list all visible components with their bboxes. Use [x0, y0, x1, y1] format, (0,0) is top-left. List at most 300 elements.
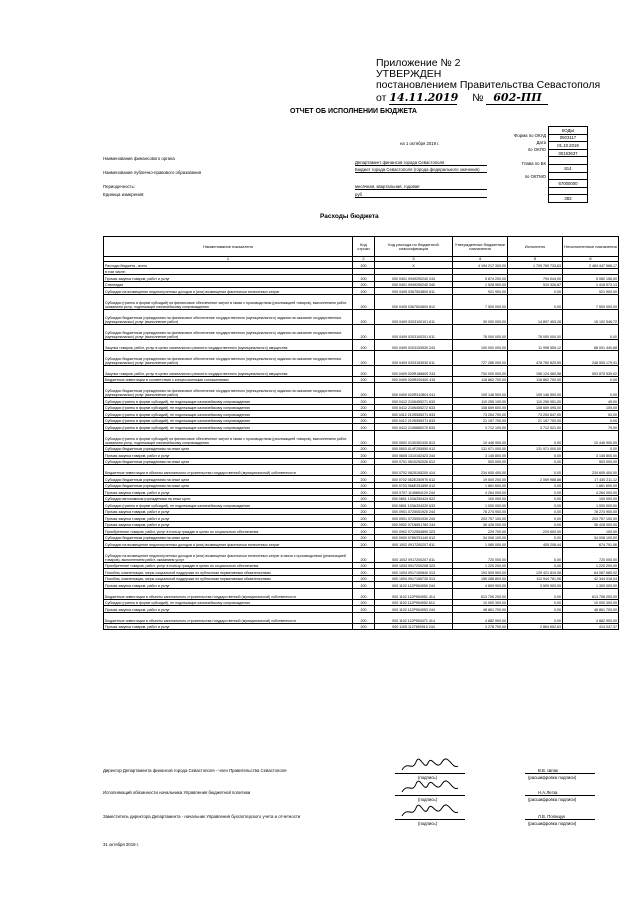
cell-name: Прочая закупка товаров, работ и услуг — [104, 515, 353, 522]
cell-kbk: 000 1002 0917200207 811 — [375, 547, 453, 562]
cell-code: 200 — [353, 281, 375, 288]
cell-plan: 613 706 200,00 — [453, 588, 508, 599]
cell-code: 200 — [353, 452, 375, 459]
cell-code: 200 — [353, 489, 375, 496]
cell-kbk: 000 0707 1145854120 244 — [375, 489, 453, 496]
cell-name: Субсидии автономным учреждениям на иные цели — [104, 495, 353, 502]
cell-name: Субсидии бюджетным учреждениям на иные цели — [104, 445, 353, 452]
signature-caption: (подпись) — [418, 775, 438, 780]
cell-code: 200 — [353, 350, 375, 365]
cell-code: 200 — [353, 508, 375, 515]
name-caption: (расшифровка подписи) — [528, 797, 577, 802]
cell-code: 200 — [353, 528, 375, 535]
cell-name: Субсидии бюджетным учреждениям на финансовое обеспечение государственного (муниципального) задания на оказание государственных (муниципальных) услуг (выполнение работ) — [104, 324, 353, 339]
decree-label: постановлением Правительства Севастополя — [376, 79, 601, 91]
cell-plan: 118 862 700,00 — [453, 376, 508, 383]
cell-kbk: 000 0909 076N751140 612 — [375, 534, 453, 541]
cell-plan: 21 157 700,00 — [453, 417, 508, 424]
cell-done: 0,00 — [508, 606, 563, 613]
handwritten-signature — [400, 758, 460, 774]
cell-code: 200 — [353, 411, 375, 418]
cell-name: Пособия, компенсации, меры социальной поддержки по публичным нормативным обязательствам — [104, 575, 353, 582]
table-row — [104, 476, 619, 483]
cell-kbk: 000 1102 112P554953 244 — [375, 606, 453, 613]
cell-rest: 53,00 — [563, 411, 619, 418]
cell-code: 200 — [353, 575, 375, 582]
cell-name: Приобретение товаров, работ, услуг в пользу граждан в целях их социального обеспечения — [104, 528, 353, 535]
cell-plan: 720 000,00 — [453, 547, 508, 562]
name-caption: (расшифровка подписи) — [528, 775, 577, 780]
cell-code: 200 — [353, 502, 375, 509]
cell-kbk: 000 1003 0917200208 323 — [375, 562, 453, 569]
signer-name: Л.В. Полищук — [538, 813, 566, 819]
cell-rest: 17 430 211,12 — [563, 476, 619, 483]
cell-done: 112 944 781,96 — [508, 575, 563, 582]
cell-name: Бюджетные инвестиции в объекты капитального строительства государственной (муниципальной) собственности — [104, 465, 353, 476]
signer-role: Исполняющий обязанности начальника Управления бюджетной политики — [103, 790, 251, 795]
cell-done: 109 146 500,00 — [508, 383, 563, 398]
cell-kbk: 000 1004 0917150840 313 — [375, 569, 453, 576]
cell-plan: 155 288 800,00 — [453, 575, 508, 582]
cell-code: 200 — [353, 365, 375, 376]
cell-name: Субсидии на возмещение недополученных доходов и (или) возмещение фактически понесенных затрат — [104, 288, 353, 295]
cell-done: 21 157 700,00 — [508, 417, 563, 424]
cell-code: 200 — [353, 582, 375, 589]
meta-unit-value: руб — [355, 192, 487, 198]
header-approved: Утвержденные бюджетные назначения — [453, 237, 508, 257]
cell-kbk: 000 1102 112P554951 414 — [375, 588, 453, 599]
cell-name: Прочая закупка товаров, работ и услуг — [104, 521, 353, 528]
cell-code: 200 — [353, 294, 375, 309]
codes-labels: Форма по ОКУД Дата по ОКПО Глава по БК по ОКТМО — [514, 133, 546, 180]
cell-plan: 4 809 900,00 — [453, 582, 508, 589]
header-line-code: Код строки — [353, 237, 375, 257]
cell-rest: 1 000 000,00 — [563, 502, 619, 509]
cell-rest: 34 008 100,00 — [563, 534, 619, 541]
signature-line — [395, 819, 465, 820]
cell-done: 108 659 495,00 — [508, 404, 563, 411]
cell-rest: 613 706 200,00 — [563, 588, 619, 599]
cell-code: 200 — [353, 569, 375, 576]
cell-kbk: 000 0409 020R310801 611 — [375, 383, 453, 398]
cell-kbk: 000 0409 020R186600 243 — [375, 365, 453, 376]
cell-done: 118 862 700,00 — [508, 376, 563, 383]
table-row — [104, 588, 619, 599]
table-row — [104, 376, 619, 383]
cell-plan: 727 286 000,00 — [453, 350, 508, 365]
cell-rest: 100 000,00 — [563, 495, 619, 502]
cell-kbk: 000 0701 0610252026 612 — [375, 458, 453, 465]
cell-name: Прочая закупка товаров, работ и услуг — [104, 508, 353, 515]
cell-done: 14 897 453,28 — [508, 309, 563, 324]
cell-code: 200 — [353, 599, 375, 606]
cell-done: 0,00 — [508, 521, 563, 528]
cell-done: 11 998 559,12 — [508, 339, 563, 350]
cell-kbk: 000 0412 210S555271 633 — [375, 411, 453, 418]
cell-rest: 248 505 179,41 — [563, 350, 619, 365]
cell-kbk: 000 0702 0625155200 414 — [375, 465, 453, 476]
cell-code: 200 — [353, 383, 375, 398]
cell-plan: 193 509 500,00 — [453, 569, 508, 576]
codes-header: КОДЫ — [549, 127, 588, 135]
cell-kbk: 000 0502 0130352430 813 — [375, 430, 453, 445]
cell-done: 0,00 — [508, 452, 563, 459]
cell-done: 0,00 — [508, 562, 563, 569]
cell-plan: 4 194 217 300,00 — [453, 262, 508, 269]
cell-name: Субсидии (гранты в форме субсидий) на финансовое обеспечение затрат в связи с производством (реализацией товаров), выполнением работ, оказанием услуг, подлежащие казначейскому сопровождению — [104, 294, 353, 309]
cell-done: 0,00 — [508, 495, 563, 502]
cell-code: 200 — [353, 376, 375, 383]
cell-name: Прочая закупка товаров, работ и услуг — [104, 582, 353, 589]
cell-plan: 203 757 100,00 — [453, 515, 508, 522]
cell-name: Субсидии бюджетным учреждениям на финансовое обеспечение государственного (муниципального) задания на оказание государственных (муниципальных) услуг (выполнение работ) — [104, 383, 353, 398]
cell-rest: 4 264 000,00 — [563, 489, 619, 496]
cell-done: 0,00 — [508, 502, 563, 509]
cell-code: 200 — [353, 606, 375, 613]
cell-plan: 3 145 800,00 — [453, 452, 508, 459]
meta-periodicity-label: Периодичность: — [103, 184, 136, 189]
meta-unit-label: Единица измерения: — [103, 192, 145, 197]
cell-plan: 1 000 000,00 — [453, 502, 508, 509]
cell-rest: 15 102 546,72 — [563, 309, 619, 324]
signature-line — [395, 795, 465, 796]
cell-name: Субсидии (гранты в форме субсидий), не подлежащие казначейскому сопровождению — [104, 398, 353, 405]
cell-plan: 36 428 000,00 — [453, 521, 508, 528]
cell-done: 78 000 000,00 — [508, 324, 563, 339]
cell-plan: 1 080 000,00 — [453, 541, 508, 548]
cell-plan: 131 971 000,00 — [453, 445, 508, 452]
cell-kbk: 000 1002 0917200207 811 — [375, 541, 453, 548]
cell-plan: 7 500 000,00 — [453, 294, 508, 309]
cell-name: Субсидии бюджетным учреждениям на иные цели — [104, 482, 353, 489]
cell-name: Прочая закупка товаров, работ и услуг — [104, 275, 353, 282]
cell-rest: 0,00 — [563, 324, 619, 339]
table-row — [104, 417, 619, 424]
cell-code: 200 — [353, 404, 375, 411]
cell-kbk: 000 1004 0917155730 313 — [375, 575, 453, 582]
cell-kbk: 000 0703 066E251690 612 — [375, 482, 453, 489]
cell-code: 200 — [353, 458, 375, 465]
cell-kbk: 000 0409 0203153930 611 — [375, 350, 453, 365]
report-date: на 1 октября 2019 г. — [400, 141, 440, 146]
cell-done: 0,00 — [508, 599, 563, 606]
signer-name: В.В. Шпак — [538, 767, 558, 773]
cell-kbk: 000 0405 0367504800 812 — [375, 294, 453, 309]
cell-plan: 100 000 000,00 — [453, 339, 508, 350]
meta-financial-organ-value: Департамент финансов города Севастополя — [355, 160, 487, 166]
cell-name: Субсидии на возмещение недополученных доходов и (или) возмещение фактически понесенных затрат в связи с производством (реализацией товаров), выполнением работ, оказанием услуг — [104, 547, 353, 562]
cell-name: Расходы бюджета - всего — [104, 262, 353, 269]
cell-name: Субсидии бюджетным учреждениям на финансовое обеспечение государственного (муниципального) задания на оказание государственных (муниципальных) услуг (выполнение работ) — [104, 350, 353, 365]
cell-kbk: 000 0901 0725051930 244 — [375, 515, 453, 522]
cell-kbk: 000 0409 020R200400 415 — [375, 376, 453, 383]
cell-plan: 1 928 900,00 — [453, 281, 508, 288]
cell-done: 0,00 — [508, 465, 563, 476]
signature-caption: (подпись) — [418, 821, 438, 826]
cell-code: 200 — [353, 521, 375, 528]
header-executed: Исполнено — [508, 237, 563, 257]
cell-plan: 19 500 200,00 — [453, 476, 508, 483]
cell-kbk: 000 0412 210S555271 633 — [375, 417, 453, 424]
cell-name: Субсидии (гранты в форме субсидий), не подлежащие казначейскому сопровождению — [104, 404, 353, 411]
cell-code: 200 — [353, 515, 375, 522]
signature-line — [395, 773, 465, 774]
cell-done: 2 069 988,88 — [508, 476, 563, 483]
cell-rest: 10 446 900,00 — [563, 430, 619, 445]
cell-code: 200 — [353, 309, 375, 324]
cell-name: Субсидии (гранты в форме субсидий), не подлежащие казначейскому сопровождению — [104, 424, 353, 431]
table-row — [104, 623, 619, 630]
name-line — [525, 795, 595, 796]
cell-kbk: 000 1105 1127650910 244 — [375, 623, 453, 630]
cell-rest: 1 418 573,13 — [563, 281, 619, 288]
cell-plan: 78 000 000,00 — [453, 324, 508, 339]
handwritten-signature — [400, 780, 460, 796]
cell-rest: 1 220 200,00 — [563, 562, 619, 569]
appendix-label: Приложение № 2 — [376, 57, 461, 69]
cell-rest: 414 047,37 — [563, 623, 619, 630]
cell-done: 3 509 900,00 — [508, 582, 563, 589]
cell-code: 200 — [353, 465, 375, 476]
cell-code: 200 — [353, 541, 375, 548]
table-row — [104, 324, 619, 339]
cell-kbk: 000 0409 0203100201 611 — [375, 324, 453, 339]
cell-done: 405 208,44 — [508, 541, 563, 548]
cell-kbk: 000 0901 0725051920 244 — [375, 508, 453, 515]
table-row — [104, 309, 619, 324]
cell-done: 478 780 820,59 — [508, 350, 563, 365]
cell-rest: 3 145 800,00 — [563, 452, 619, 459]
cell-rest: 0,00 — [563, 383, 619, 398]
cell-code: 200 — [353, 262, 375, 269]
cell-done: 229 600,00 — [508, 528, 563, 535]
cell-kbk: 000 0412 2106455272 633 — [375, 404, 453, 411]
cell-code: 200 — [353, 424, 375, 431]
cell-code: 200 — [353, 445, 375, 452]
cell-code: 200 — [353, 534, 375, 541]
cell-kbk: 000 0902 071N651760 244 — [375, 521, 453, 528]
cell-name: Пособия, компенсации, меры социальной поддержки по публичным нормативным обязательствам — [104, 569, 353, 576]
cell-rest: 0,00 — [563, 417, 619, 424]
cell-rest: 720 000,00 — [563, 547, 619, 562]
cell-plan: 73 254 700,00 — [453, 411, 508, 418]
cell-kbk: 000 0409 0203100101 611 — [375, 309, 453, 324]
section-title: Расходы бюджета — [320, 213, 379, 220]
cell-kbk: X — [375, 262, 453, 269]
cell-code: 200 — [353, 547, 375, 562]
cell-rest: 36 428 000,00 — [563, 521, 619, 528]
cell-code: 200 — [353, 482, 375, 489]
cell-plan: 1 220 200,00 — [453, 562, 508, 569]
signature-caption: (подпись) — [418, 797, 438, 802]
cell-rest: 88 001 440,88 — [563, 339, 619, 350]
cell-rest: 0,00 — [563, 445, 619, 452]
table-row — [104, 424, 619, 431]
cell-rest: 5 080 156,00 — [563, 275, 619, 282]
cell-kbk: 000 0412 2106455271 633 — [375, 398, 453, 405]
cell-done: 794 044,00 — [508, 275, 563, 282]
cell-kbk: 000 0503 014F255550 612 — [375, 445, 453, 452]
sign-date: 31 октября 2019 г. — [103, 842, 139, 847]
cell-kbk: 000 1102 112P554950 244 — [375, 582, 453, 589]
cell-plan: 34 008 100,00 — [453, 534, 508, 541]
report-title: ОТЧЕТ ОБ ИСПОЛНЕНИИ БЮДЖЕТА — [290, 108, 417, 115]
meta-financial-organ-label: Наименование финансового органа — [103, 156, 175, 161]
cell-done: 510 326,87 — [508, 281, 563, 288]
cell-kbk: 000 0405 0367504800 811 — [375, 288, 453, 295]
cell-done: 0,00 — [508, 534, 563, 541]
cell-done: 3 712 021,00 — [508, 424, 563, 431]
cell-done: 110 255 051,00 — [508, 398, 563, 405]
cell-name: Стипендии — [104, 281, 353, 288]
cell-plan: 78 274 900,00 — [453, 508, 508, 515]
cell-rest: 921 900,00 — [563, 288, 619, 295]
cell-plan: 110 255 100,00 — [453, 398, 508, 405]
cell-done: 0,00 — [508, 458, 563, 465]
cell-code: 200 — [353, 623, 375, 630]
cell-done: 0,00 — [508, 489, 563, 496]
cell-rest: 0,00 — [563, 376, 619, 383]
cell-plan: 10 000 300,00 — [453, 599, 508, 606]
cell-kbk: 000 0401 0949250240 340 — [375, 281, 453, 288]
cell-rest: 42 344 018,04 — [563, 575, 619, 582]
cell-done: 196 124 460,98 — [508, 365, 563, 376]
cell-plan: 30 000 000,00 — [453, 309, 508, 324]
signer-role: Заместитель директора Департамента - начальник Управления бухгалтерского учета и отчетности — [103, 814, 301, 819]
cell-kbk: 000 0902 0712554890 323 — [375, 528, 453, 535]
cell-rest: 10 000 300,00 — [563, 599, 619, 606]
cell-name: в том числе: — [104, 268, 353, 275]
table-row — [104, 430, 619, 445]
decree-date: 14.11.2019 — [389, 91, 459, 104]
signer-name: Н.А.Легза — [538, 789, 558, 795]
cell-code: 200 — [353, 476, 375, 483]
cell-plan: 48 861 700,00 — [453, 606, 508, 613]
cell-name: Субсидии (гранты в форме субсидий), не подлежащие казначейскому сопровождению — [104, 599, 353, 606]
cell-code: 200 — [353, 275, 375, 282]
header-name: Наименование показателя — [104, 237, 353, 257]
cell-plan: 234 605 400,00 — [453, 465, 508, 476]
meta-periodicity-value: месячная, квартальная, годовая — [355, 184, 487, 190]
cell-code: 200 — [353, 562, 375, 569]
cell-name: Приобретение товаров, работ, услуг в пользу граждан в целях их социального обеспечения — [104, 562, 353, 569]
name-line — [525, 819, 595, 820]
table-row — [104, 465, 619, 476]
table-header-row — [104, 237, 619, 257]
table-row — [104, 547, 619, 562]
cell-name: Субсидии (гранты в форме субсидий), не подлежащие казначейскому сопровождению — [104, 411, 353, 418]
cell-name: Субсидии бюджетным учреждениям на иные цели — [104, 476, 353, 483]
codes-box: КОДЫ 0503117 01.10.2019 00153637 814 67000000 383 — [548, 126, 588, 203]
table-row — [104, 383, 619, 398]
cell-kbk: 000 0605 1310152423 244 — [375, 452, 453, 459]
table-row — [104, 569, 619, 576]
cell-code: 200 — [353, 612, 375, 623]
cell-plan: 108 659 600,00 — [453, 404, 508, 411]
cell-plan: 229 700,00 — [453, 528, 508, 535]
cell-plan: 5 874 200,00 — [453, 275, 508, 282]
cell-done: 2 864 652,63 — [508, 623, 563, 630]
handwritten-signature — [400, 804, 460, 820]
cell-done: 1 709 769 733,63 — [508, 262, 563, 269]
signer-role: Директор Департамента финансов города Севастополя - член Правительства Севастополя — [103, 768, 287, 773]
cell-plan: 4 882 900,00 — [453, 612, 508, 623]
cell-code: 200 — [353, 495, 375, 502]
cell-kbk: 000 0801 103A254220 633 — [375, 502, 453, 509]
cell-rest: 105,00 — [563, 404, 619, 411]
cell-kbk: 000 0401 0949250240 244 — [375, 275, 453, 282]
cell-kbk: 000 0702 062E250970 612 — [375, 476, 453, 483]
cell-rest: 503 000,00 — [563, 458, 619, 465]
cell-code: 200 — [353, 288, 375, 295]
cell-plan: 503 000,00 — [453, 458, 508, 465]
cell-done: 0,00 — [508, 288, 563, 295]
cell-done: 0,00 — [508, 294, 563, 309]
cell-rest: 100,00 — [563, 528, 619, 535]
cell-done: 0,00 — [508, 482, 563, 489]
cell-done: 0,00 — [508, 547, 563, 562]
cell-done: 0,00 — [508, 515, 563, 522]
cell-plan: 3 712 100,00 — [453, 424, 508, 431]
cell-done: 73 254 647,00 — [508, 411, 563, 418]
table-row — [104, 398, 619, 405]
cell-rest: 2 484 447 566,17 — [563, 262, 619, 269]
approved-label: УТВЕРЖДЕН — [376, 68, 442, 80]
cell-name: Прочая закупка товаров, работ и услуг — [104, 606, 353, 613]
cell-code: 200 — [353, 339, 375, 350]
table-colnum-row: 1 2 3 4 5 6 — [104, 257, 619, 262]
cell-done: 0,00 — [508, 430, 563, 445]
table-row — [104, 350, 619, 365]
table-row — [104, 575, 619, 582]
table-row — [104, 339, 619, 350]
cell-rest: 674 791,56 — [563, 541, 619, 548]
table-row — [104, 411, 619, 418]
cell-done: 0,00 — [508, 508, 563, 515]
cell-name: Бюджетные инвестиции в объекты капитального строительства государственной (муниципальной) собственности — [104, 588, 353, 599]
table-row — [104, 612, 619, 623]
table-row — [104, 404, 619, 411]
cell-plan: 10 446 900,00 — [453, 430, 508, 445]
decree-number: 602-ПП — [486, 91, 548, 105]
cell-plan: 109 146 500,00 — [453, 383, 508, 398]
approval-block — [376, 58, 606, 105]
cell-plan: 4 264 000,00 — [453, 489, 508, 496]
cell-name: Субсидии (гранты в форме субсидий) на финансовое обеспечение затрат в связи с производством (реализацией товаров), выполнением работ, оказанием услуг, подлежащие казначейскому сопровождению — [104, 430, 353, 445]
expenses-table-body — [104, 237, 619, 630]
cell-kbk: 000 1102 112P554371 414 — [375, 612, 453, 623]
cell-done: 129 421 819,08 — [508, 569, 563, 576]
cell-name: Прочая закупка товаров, работ и услуг — [104, 452, 353, 459]
name-caption: (расшифровка подписи) — [528, 821, 577, 826]
decree-date-number: от 14.11.2019 № 602-ПП — [376, 91, 606, 105]
cell-rest: 4 882 900,00 — [563, 612, 619, 623]
cell-rest: 7 500 000,00 — [563, 294, 619, 309]
cell-rest: 48 861 700,00 — [563, 606, 619, 613]
cell-code: 200 — [353, 324, 375, 339]
table-row — [104, 365, 619, 376]
cell-code: 200 — [353, 417, 375, 424]
header-kbk: Код расхода по бюджетной классификации — [375, 237, 453, 257]
cell-rest: 78 274 900,00 — [563, 508, 619, 515]
expenses-table — [103, 236, 619, 630]
cell-kbk: 000 0409 0203153930 243 — [375, 339, 453, 350]
cell-plan: 1 861 600,00 — [453, 482, 508, 489]
cell-done: 0,00 — [508, 588, 563, 599]
cell-code: 200 — [353, 398, 375, 405]
cell-name: Закупка товаров, работ, услуг в целях капитального ремонта государственного (муниципального) имущества — [104, 365, 353, 376]
cell-kbk: 000 0801 103A250424 622 — [375, 495, 453, 502]
